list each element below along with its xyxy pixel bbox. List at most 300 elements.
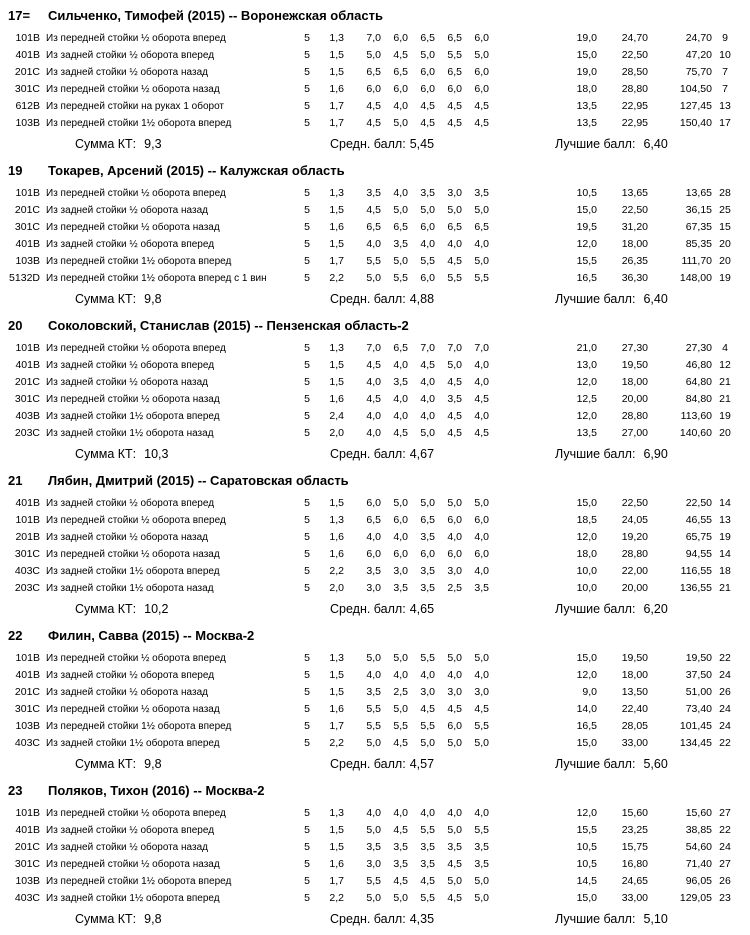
judge-score-4: 3,0 [447,565,462,577]
dive-description: Из задней стойки ½ оборота вперед [46,360,215,371]
dive-points: 24,65 [621,875,648,887]
judge-score-1: 3,5 [366,565,381,577]
judge-score-4: 5,0 [447,875,462,887]
dive-points: 19,50 [621,359,648,371]
dive-description: Из передней стойки ½ оборота назад [46,222,220,233]
difficulty-coefficient: 1,7 [329,875,344,887]
sum-kt-label: Сумма КТ: [75,602,137,616]
dive-place: 21 [719,393,731,405]
dive-code: 403C [14,892,40,904]
dive-row [0,529,750,546]
dive-description: Из передней стойки ½ оборота назад [46,394,220,405]
difficulty-coefficient: 2,2 [329,892,344,904]
dive-place: 20 [719,255,731,267]
dive-code: 201C [14,204,40,216]
judges-sum: 15,0 [576,204,597,216]
athlete-summary [0,909,750,929]
athlete-block [0,5,750,155]
judge-score-2: 5,5 [393,272,408,284]
judge-score-1: 3,5 [366,187,381,199]
judge-score-2: 4,0 [393,187,408,199]
best-score-label: Лучшие балл: [555,137,636,151]
dive-points: 15,60 [621,807,648,819]
difficulty-coefficient: 1,3 [329,652,344,664]
running-total: 36,15 [685,204,712,216]
running-total: 47,20 [685,49,712,61]
dive-row [0,735,750,752]
dive-place: 17 [719,117,731,129]
athlete-summary [0,444,750,464]
dive-place: 20 [719,238,731,250]
dive-points: 22,50 [621,49,648,61]
judges-sum: 10,5 [576,187,597,199]
dive-place: 9 [722,32,728,44]
judge-score-5: 4,5 [474,427,489,439]
judges-sum: 9,0 [582,686,597,698]
dive-description: Из передней стойки ½ оборота назад [46,549,220,560]
athlete-rank: 19 [8,163,23,178]
board-height: 5 [304,272,310,284]
athlete-name: Филин, Савва (2015) -- Москва-2 [48,628,255,643]
athlete-blocks [0,5,750,930]
judge-score-5: 5,0 [474,49,489,61]
dive-row [0,270,750,287]
sum-kt-label: Сумма КТ: [75,292,137,306]
running-total: 134,45 [679,737,712,749]
judge-score-1: 4,5 [366,359,381,371]
judge-score-5: 3,0 [474,686,489,698]
dive-description: Из задней стойки 1½ оборота назад [46,428,214,439]
board-height: 5 [304,100,310,112]
best-score [555,444,668,464]
judge-score-5: 6,5 [474,221,489,233]
dive-points: 33,00 [621,892,648,904]
dive-row [0,115,750,132]
board-height: 5 [304,514,310,526]
judge-score-3: 5,5 [420,652,435,664]
dive-description: Из задней стойки ½ оборота назад [46,377,208,388]
dive-place: 7 [722,66,728,78]
judge-score-1: 4,0 [366,410,381,422]
judge-score-2: 5,0 [393,892,408,904]
board-height: 5 [304,892,310,904]
dive-code: 401B [15,49,40,61]
dive-points: 28,05 [621,720,648,732]
board-height: 5 [304,376,310,388]
dive-description: Из передней стойки ½ оборота вперед [46,515,226,526]
athlete-header [0,160,750,185]
judge-score-1: 5,0 [366,737,381,749]
dive-code: 612B [15,100,40,112]
dive-description: Из задней стойки ½ оборота назад [46,205,208,216]
running-total: 85,35 [685,238,712,250]
judge-score-4: 2,5 [447,582,462,594]
board-height: 5 [304,32,310,44]
dive-row [0,650,750,667]
dive-place: 24 [719,703,731,715]
judge-score-1: 4,5 [366,393,381,405]
dive-row [0,185,750,202]
avg-score-value: 5,45 [409,137,435,151]
dive-points: 19,50 [621,652,648,664]
difficulty-coefficient: 2,2 [329,565,344,577]
sum-kt-value: 9,3 [144,137,162,151]
difficulty-coefficient: 1,5 [329,686,344,698]
running-total: 150,40 [679,117,712,129]
difficulty-coefficient: 1,6 [329,531,344,543]
dive-row [0,563,750,580]
athlete-block [0,160,750,310]
difficulty-coefficient: 1,5 [329,66,344,78]
dive-row [0,98,750,115]
running-total: 129,05 [679,892,712,904]
difficulty-coefficient: 1,5 [329,204,344,216]
judge-score-2: 4,5 [393,49,408,61]
judges-sum: 14,5 [576,875,597,887]
judge-score-2: 6,0 [393,514,408,526]
dive-description: Из передней стойки ½ оборота вперед [46,33,226,44]
sum-kt [75,909,162,929]
dive-row [0,839,750,856]
board-height: 5 [304,66,310,78]
judge-score-5: 6,0 [474,66,489,78]
dive-code: 403C [14,565,40,577]
judge-score-4: 6,0 [447,720,462,732]
judge-score-3: 3,5 [420,582,435,594]
difficulty-coefficient: 1,7 [329,255,344,267]
judge-score-1: 5,0 [366,652,381,664]
difficulty-coefficient: 1,5 [329,497,344,509]
best-score [555,599,668,619]
board-height: 5 [304,737,310,749]
dive-rows [0,805,750,907]
judge-score-1: 5,0 [366,892,381,904]
athlete-name: Сильченко, Тимофей (2015) -- Воронежская область [48,8,383,23]
judge-score-3: 3,5 [420,565,435,577]
judge-score-5: 3,5 [474,858,489,870]
judges-sum: 13,0 [576,359,597,371]
best-score [555,754,668,774]
athlete-header [0,5,750,30]
athlete-header [0,780,750,805]
judge-score-5: 5,0 [474,875,489,887]
judge-score-3: 6,5 [420,32,435,44]
judge-score-1: 5,0 [366,824,381,836]
dive-code: 301C [14,83,40,95]
dive-code: 401B [15,238,40,250]
judges-sum: 12,0 [576,669,597,681]
judge-score-2: 4,0 [393,807,408,819]
dive-code: 201B [15,531,40,543]
judge-score-1: 6,0 [366,548,381,560]
dive-row [0,873,750,890]
difficulty-coefficient: 1,5 [329,238,344,250]
judge-score-2: 4,0 [393,359,408,371]
board-height: 5 [304,858,310,870]
dive-code: 101B [15,32,40,44]
difficulty-coefficient: 1,7 [329,117,344,129]
judge-score-5: 5,0 [474,497,489,509]
dive-description: Из передней стойки 1½ оборота вперед [46,256,232,267]
dive-place: 14 [719,497,731,509]
dive-code: 203C [14,582,40,594]
difficulty-coefficient: 2,4 [329,410,344,422]
dive-row [0,340,750,357]
judge-score-2: 5,5 [393,720,408,732]
avg-score-label: Средн. балл: [330,602,406,616]
dive-code: 101B [15,187,40,199]
judges-sum: 12,0 [576,410,597,422]
judges-sum: 19,0 [576,66,597,78]
dive-description: Из передней стойки 1½ оборота вперед [46,118,232,129]
dive-points: 31,20 [621,221,648,233]
dive-row [0,580,750,597]
dive-points: 27,30 [621,342,648,354]
difficulty-coefficient: 1,6 [329,83,344,95]
judge-score-3: 3,5 [420,858,435,870]
judge-score-5: 3,5 [474,582,489,594]
judge-score-2: 5,0 [393,652,408,664]
athlete-block [0,470,750,620]
best-score-value: 5,60 [643,757,668,771]
dive-points: 22,95 [621,117,648,129]
judge-score-5: 3,5 [474,841,489,853]
judge-score-5: 5,5 [474,824,489,836]
dive-points: 18,00 [621,376,648,388]
dive-place: 21 [719,376,731,388]
judge-score-4: 6,0 [447,514,462,526]
dive-rows [0,495,750,597]
judge-score-5: 5,5 [474,272,489,284]
avg-score [330,909,434,929]
difficulty-coefficient: 1,3 [329,514,344,526]
judge-score-4: 5,0 [447,204,462,216]
dive-description: Из передней стойки ½ оборота вперед [46,343,226,354]
judges-sum: 15,0 [576,892,597,904]
dive-place: 7 [722,83,728,95]
athlete-header [0,315,750,340]
judge-score-2: 6,0 [393,32,408,44]
judge-score-4: 4,5 [447,410,462,422]
sum-kt-value: 10,3 [144,447,169,461]
judges-sum: 21,0 [576,342,597,354]
board-height: 5 [304,359,310,371]
dive-points: 28,50 [621,66,648,78]
judge-score-2: 4,5 [393,824,408,836]
sum-kt-label: Сумма КТ: [75,757,137,771]
judge-score-2: 3,5 [393,376,408,388]
judge-score-3: 4,5 [420,359,435,371]
judge-score-2: 3,5 [393,858,408,870]
judge-score-3: 4,5 [420,703,435,715]
judge-score-5: 4,0 [474,669,489,681]
athlete-rank: 22 [8,628,23,643]
board-height: 5 [304,720,310,732]
dive-row [0,374,750,391]
sum-kt-value: 9,8 [144,757,162,771]
dive-code: 301C [14,703,40,715]
board-height: 5 [304,238,310,250]
athlete-header [0,625,750,650]
athlete-rank: 17= [8,8,31,23]
dive-row [0,81,750,98]
dive-place: 15 [719,221,731,233]
board-height: 5 [304,393,310,405]
judge-score-2: 2,5 [393,686,408,698]
dive-description: Из задней стойки ½ оборота вперед [46,498,215,509]
best-score-label: Лучшие балл: [555,757,636,771]
running-total: 27,30 [685,342,712,354]
dive-description: Из задней стойки ½ оборота вперед [46,670,215,681]
dive-row [0,546,750,563]
judge-score-4: 4,0 [447,669,462,681]
dive-place: 27 [719,807,731,819]
running-total: 38,85 [685,824,712,836]
avg-score-value: 4,88 [409,292,435,306]
dive-code: 203C [14,427,40,439]
dive-place: 4 [722,342,728,354]
dive-place: 24 [719,669,731,681]
judge-score-3: 7,0 [420,342,435,354]
judges-sum: 19,5 [576,221,597,233]
judge-score-1: 7,0 [366,342,381,354]
judge-score-1: 6,0 [366,83,381,95]
avg-score-label: Средн. балл: [330,757,406,771]
dive-row [0,253,750,270]
running-total: 96,05 [685,875,712,887]
judge-score-4: 7,0 [447,342,462,354]
difficulty-coefficient: 2,2 [329,272,344,284]
avg-score-label: Средн. балл: [330,292,406,306]
judge-score-3: 5,5 [420,892,435,904]
judge-score-1: 4,0 [366,807,381,819]
judge-score-1: 6,5 [366,514,381,526]
dive-row [0,357,750,374]
judge-score-4: 6,0 [447,548,462,560]
board-height: 5 [304,221,310,233]
running-total: 54,60 [685,841,712,853]
dive-description: Из передней стойки ½ оборота вперед [46,188,226,199]
running-total: 65,75 [685,531,712,543]
board-height: 5 [304,686,310,698]
dive-code: 101B [15,652,40,664]
judge-score-1: 4,0 [366,376,381,388]
difficulty-coefficient: 1,3 [329,807,344,819]
judge-score-1: 3,5 [366,841,381,853]
judges-sum: 18,0 [576,548,597,560]
judge-score-3: 6,0 [420,548,435,560]
judges-sum: 13,5 [576,427,597,439]
judge-score-3: 4,0 [420,238,435,250]
judge-score-4: 4,0 [447,807,462,819]
dive-place: 22 [719,824,731,836]
judge-score-3: 3,5 [420,841,435,853]
judges-sum: 10,0 [576,565,597,577]
judge-score-3: 4,0 [420,807,435,819]
judge-score-1: 7,0 [366,32,381,44]
dive-description: Из передней стойки ½ оборота назад [46,859,220,870]
dive-points: 28,80 [621,410,648,422]
dive-description: Из передней стойки ½ оборота вперед [46,808,226,819]
best-score-label: Лучшие балл: [555,292,636,306]
athlete-rank: 23 [8,783,23,798]
difficulty-coefficient: 1,7 [329,100,344,112]
judge-score-5: 5,0 [474,652,489,664]
dive-points: 23,25 [621,824,648,836]
judge-score-3: 5,0 [420,49,435,61]
dive-code: 301C [14,548,40,560]
judge-score-4: 4,5 [447,100,462,112]
judges-sum: 12,5 [576,393,597,405]
running-total: 148,00 [679,272,712,284]
running-total: 113,60 [680,410,712,422]
judge-score-2: 4,0 [393,531,408,543]
judge-score-3: 4,0 [420,410,435,422]
difficulty-coefficient: 1,5 [329,49,344,61]
dive-description: Из передней стойки на руках 1 оборот [46,101,224,112]
dive-place: 25 [719,204,731,216]
judge-score-2: 3,5 [393,841,408,853]
dive-description: Из задней стойки 1½ оборота вперед [46,893,220,904]
board-height: 5 [304,652,310,664]
judge-score-1: 4,5 [366,100,381,112]
dive-description: Из задней стойки ½ оборота вперед [46,825,215,836]
judges-sum: 14,0 [576,703,597,715]
board-height: 5 [304,117,310,129]
sum-kt-value: 10,2 [144,602,169,616]
athlete-summary [0,599,750,619]
dive-code: 103B [15,720,40,732]
dive-points: 22,50 [621,204,648,216]
sum-kt-label: Сумма КТ: [75,137,137,151]
board-height: 5 [304,548,310,560]
running-total: 127,45 [679,100,712,112]
dive-points: 26,35 [621,255,648,267]
running-total: 140,60 [679,427,712,439]
judge-score-1: 3,0 [366,858,381,870]
judge-score-1: 4,0 [366,531,381,543]
judge-score-3: 5,0 [420,204,435,216]
running-total: 116,55 [680,565,712,577]
athlete-summary [0,289,750,309]
judge-score-5: 5,0 [474,737,489,749]
judge-score-5: 4,0 [474,565,489,577]
judge-score-1: 5,5 [366,255,381,267]
judges-sum: 10,5 [576,841,597,853]
running-total: 46,80 [685,359,712,371]
judge-score-5: 7,0 [474,342,489,354]
judge-score-5: 4,0 [474,376,489,388]
best-score-label: Лучшие балл: [555,447,636,461]
dive-row [0,495,750,512]
difficulty-coefficient: 1,6 [329,858,344,870]
dive-points: 22,00 [621,565,648,577]
avg-score [330,289,434,309]
dive-points: 18,00 [621,669,648,681]
avg-score-value: 4,67 [409,447,435,461]
avg-score-value: 4,57 [409,757,435,771]
athlete-header [0,470,750,495]
athlete-block [0,625,750,775]
judges-sum: 18,5 [576,514,597,526]
judge-score-1: 3,0 [366,582,381,594]
judge-score-2: 3,0 [393,565,408,577]
dive-place: 10 [719,49,731,61]
dive-row [0,822,750,839]
dive-row [0,718,750,735]
athlete-name: Лябин, Дмитрий (2015) -- Саратовская область [48,473,349,488]
board-height: 5 [304,187,310,199]
